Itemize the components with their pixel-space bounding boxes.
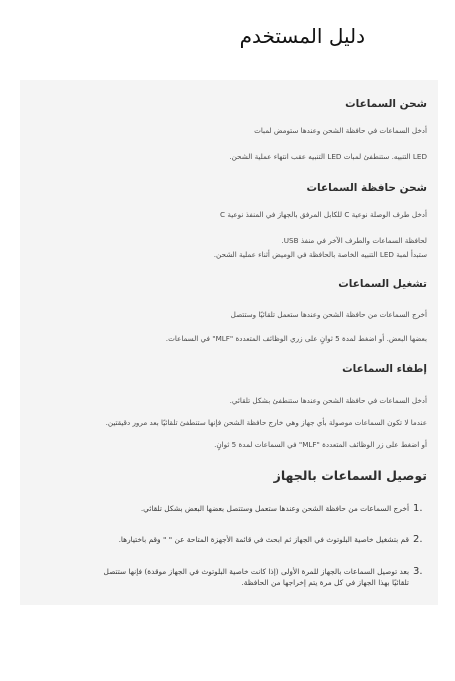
section-charging-case	[27, 182, 427, 194]
section-heading: شحن السماعات	[345, 98, 427, 110]
paragraph-line: ستبدأ لمبة LED التنبيه الخاصة بالحافظة في الوميض أثناء عملية الشحن.	[213, 250, 427, 259]
section-text	[27, 236, 427, 245]
paragraph-line: أخرج السماعات من حافظة الشحن وعندها ستعمل تلقائيًا وستتصل	[230, 310, 427, 319]
paragraph-line: لحافظة السماعات والطرف الآخر في منفذ USB.	[281, 236, 427, 245]
paragraph-line: عندما لا تكون السماعات موصولة بأي جهاز وهي خارج حافظة الشحن فإنها ستنطفئ تلقائيًا بعد مرور دقيقتين.	[105, 418, 427, 427]
section-power-off	[27, 363, 427, 375]
section-power-on	[27, 278, 427, 290]
section-heading: تشغيل السماعات	[338, 278, 427, 290]
section-text	[27, 152, 427, 161]
section-heading: توصيل السماعات بالجهاز	[273, 468, 427, 483]
list-item-text: بعد توصيل السماعات بالجهاز للمرة الأولى (إذا كانت خاصية البلوتوث في الجهاز موقدة) فإنها ستتصل	[103, 567, 409, 576]
section-text	[27, 126, 427, 135]
paragraph-line: أدخل السماعات في حافظة الشحن وعندها ستومض لمبات	[254, 126, 427, 135]
list-number: 2.	[413, 534, 423, 545]
paragraph-line: بعضها البعض. أو اضغط لمدة 5 ثوانٍ على زري الوظائف المتعددة "MLF" في السماعات.	[165, 334, 427, 343]
list-item-text: قم بتشغيل خاصية البلوتوث في الجهاز ثم ابحث في قائمة الأجهزة المتاحة عن " " وقم باختيارها.	[118, 535, 409, 544]
paragraph-line: أدخل طرف الوصلة نوعية C للكابل المرفق بالجهاز في المنفذ نوعية C	[220, 210, 427, 219]
section-heading: شحن حافظة السماعات	[306, 182, 427, 194]
section-text	[27, 440, 427, 449]
page-title: دليل المستخدم	[239, 24, 365, 48]
paragraph-line: LED التنبيه. ستنطفئ لمبات LED التنبيه عقب انتهاء عملية الشحن.	[229, 152, 427, 161]
section-text	[27, 396, 427, 405]
list-item	[28, 566, 433, 588]
section-heading: إطفاء السماعات	[342, 363, 427, 375]
section-text	[27, 418, 427, 427]
list-item	[28, 503, 433, 514]
list-item	[28, 534, 433, 545]
list-number: 1.	[413, 503, 423, 514]
list-item-text: تلقائيًا بهذا الجهاز في كل مرة يتم إخراجها من الحافظة.	[241, 578, 409, 587]
list-item-text: أخرج السماعات من حافظة الشحن وعندها ستعمل وستتصل بعضها البعض بشكل تلقائي.	[140, 504, 409, 513]
paragraph-line: أدخل السماعات في حافظة الشحن وعندها ستنطفئ بشكل تلقائي.	[229, 396, 427, 405]
section-text	[27, 250, 427, 259]
section-connect	[27, 468, 427, 483]
list-number: 3.	[413, 566, 423, 577]
paragraph-line: أو اضغط على زر الوظائف المتعددة "MLF" في السماعات لمدة 5 ثوانٍ.	[214, 440, 427, 449]
section-text	[27, 334, 427, 343]
section-text	[27, 210, 427, 219]
section-charging-earbuds	[27, 98, 427, 110]
section-text	[27, 310, 427, 319]
